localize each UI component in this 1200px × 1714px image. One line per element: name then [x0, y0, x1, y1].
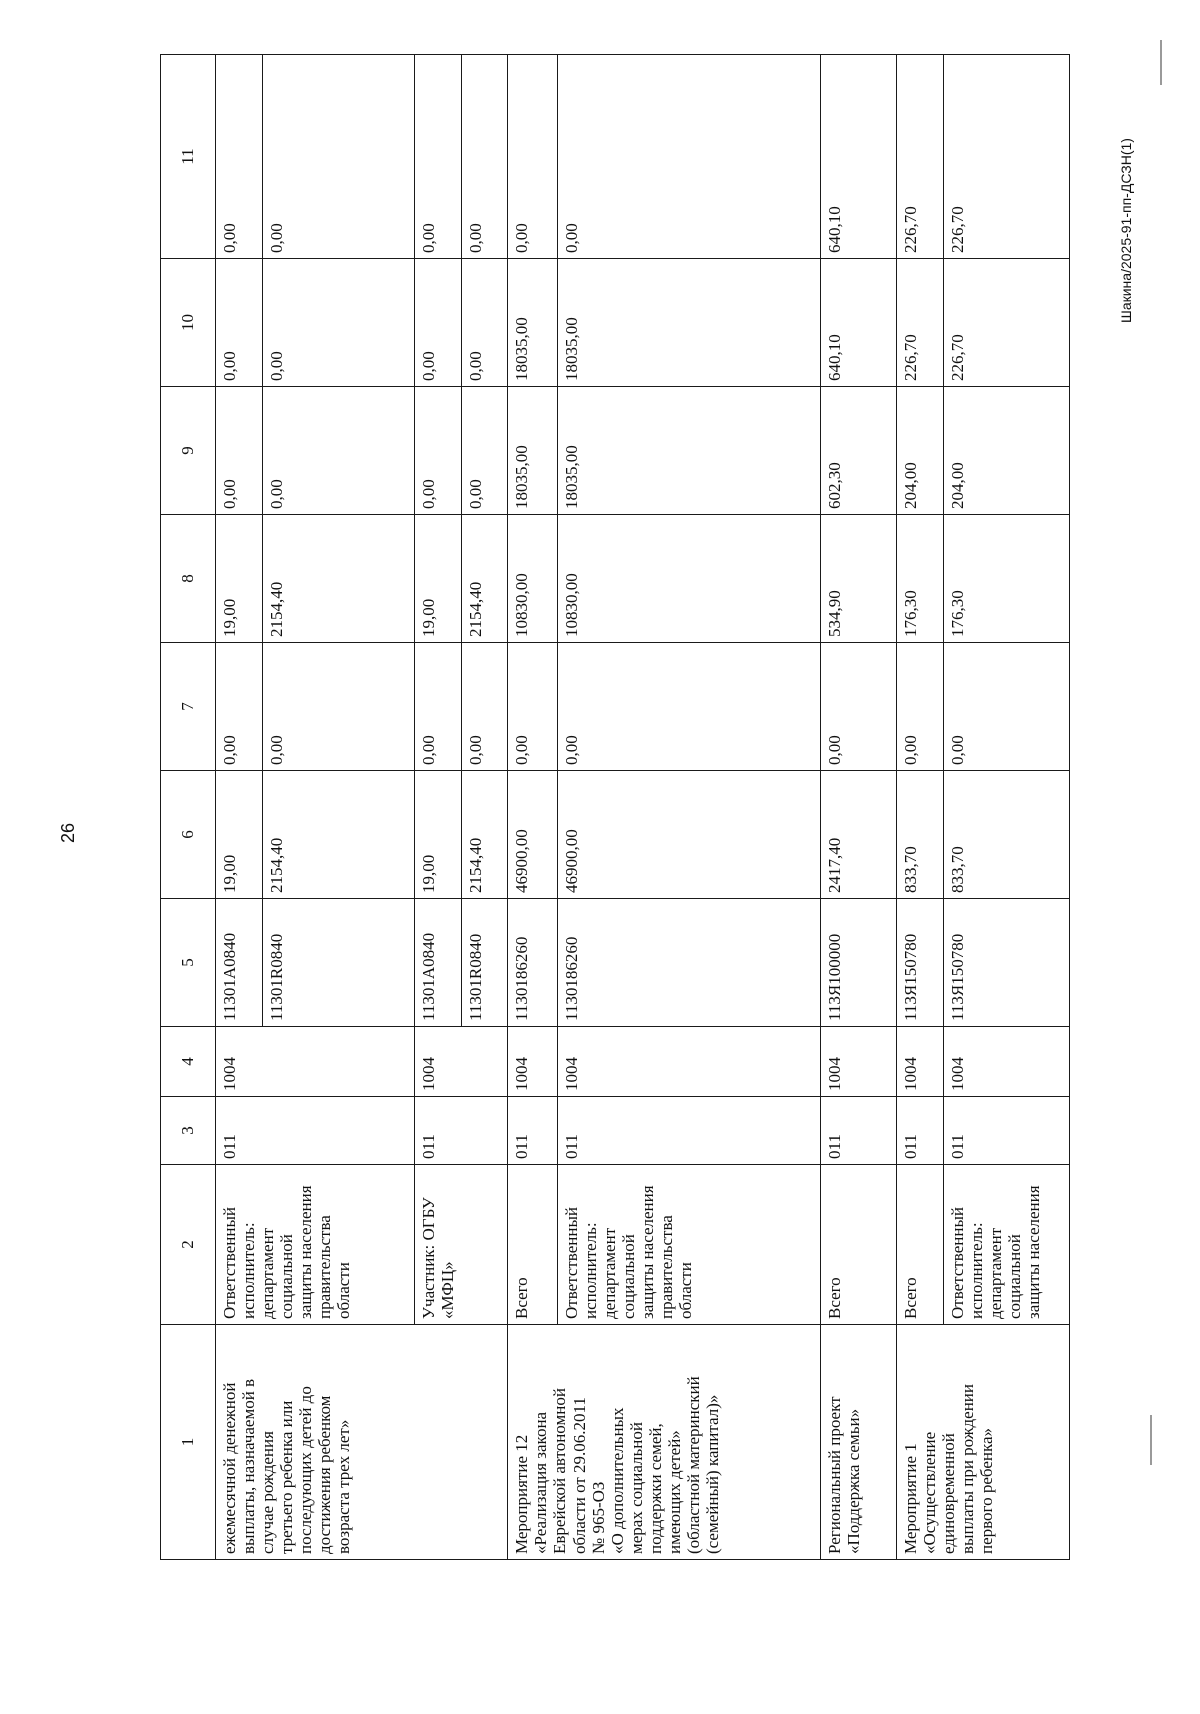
value-cell: 0,00: [461, 55, 508, 259]
target-article-cell: 1130186260: [508, 899, 557, 1027]
executor-cell: Ответственный исполнитель: департамент социальной защиты населения правительства области: [557, 1165, 820, 1325]
col-header-6: 6: [161, 771, 216, 899]
value-cell: 0,00: [508, 643, 557, 771]
value-cell: 0,00: [820, 643, 896, 771]
value-cell: 204,00: [896, 387, 943, 515]
value-cell: 2154,40: [262, 515, 414, 643]
budget-table-wrapper: [160, 55, 1070, 1560]
code-cell: 011: [557, 1097, 820, 1165]
value-cell: 2154,40: [461, 515, 508, 643]
col-header-3: 3: [161, 1097, 216, 1165]
code-cell: 011: [414, 1097, 508, 1165]
value-cell: 18035,00: [557, 259, 820, 387]
value-cell: 18035,00: [508, 259, 557, 387]
value-cell: 19,00: [215, 515, 262, 643]
value-cell: 0,00: [414, 55, 461, 259]
value-cell: 19,00: [414, 771, 461, 899]
table-row: [820, 55, 896, 1560]
value-cell: 10830,00: [557, 515, 820, 643]
code-cell: 011: [215, 1097, 414, 1165]
code-cell: 011: [508, 1097, 557, 1165]
section-cell: 1004: [508, 1027, 557, 1097]
target-article-cell: 113Я150780: [943, 899, 1069, 1027]
value-cell: 0,00: [557, 55, 820, 259]
value-cell: 0,00: [461, 259, 508, 387]
value-cell: 46900,00: [508, 771, 557, 899]
table-row: [215, 55, 262, 1560]
section-cell: 1004: [820, 1027, 896, 1097]
col-header-11: 11: [161, 55, 216, 259]
value-cell: 0,00: [414, 259, 461, 387]
code-cell: 011: [820, 1097, 896, 1165]
target-article-cell: 1130186260: [557, 899, 820, 1027]
value-cell: 0,00: [215, 643, 262, 771]
section-cell: 1004: [215, 1027, 414, 1097]
value-cell: 2154,40: [461, 771, 508, 899]
col-header-10: 10: [161, 259, 216, 387]
section-cell: 1004: [943, 1027, 1069, 1097]
value-cell: 0,00: [557, 643, 820, 771]
col-header-5: 5: [161, 899, 216, 1027]
total-label-cell: Всего: [508, 1165, 557, 1325]
value-cell: 0,00: [262, 643, 414, 771]
value-cell: 0,00: [215, 55, 262, 259]
value-cell: 204,00: [943, 387, 1069, 515]
value-cell: 176,30: [943, 515, 1069, 643]
value-cell: 0,00: [215, 387, 262, 515]
participant-cell: Участник: ОГБУ «МФЦ»: [414, 1165, 508, 1325]
target-article-cell: 11301А0840: [215, 899, 262, 1027]
value-cell: 0,00: [215, 259, 262, 387]
table-row: [508, 55, 557, 1560]
table-row: [896, 55, 943, 1560]
value-cell: 19,00: [215, 771, 262, 899]
section-cell: 1004: [414, 1027, 508, 1097]
col-header-7: 7: [161, 643, 216, 771]
value-cell: 226,70: [943, 259, 1069, 387]
value-cell: 0,00: [461, 387, 508, 515]
value-cell: 226,70: [943, 55, 1069, 259]
value-cell: 0,00: [508, 55, 557, 259]
col-header-9: 9: [161, 387, 216, 515]
value-cell: 602,30: [820, 387, 896, 515]
value-cell: 0,00: [461, 643, 508, 771]
value-cell: 226,70: [896, 55, 943, 259]
column-number-row: [161, 55, 216, 1560]
value-cell: 226,70: [896, 259, 943, 387]
target-article-cell: 11301R0840: [461, 899, 508, 1027]
scan-edge-mark: [1150, 1415, 1152, 1465]
value-cell: 0,00: [414, 387, 461, 515]
section-cell: 1004: [896, 1027, 943, 1097]
value-cell: 833,70: [896, 771, 943, 899]
value-cell: 46900,00: [557, 771, 820, 899]
code-cell: 011: [943, 1097, 1069, 1165]
total-label-cell: Всего: [820, 1165, 896, 1325]
activity-12-cell: Мероприятие 12 «Реализация закона Еврейской автономной области от 29.06.2011 № 965-ОЗ «О дополнительных мерах социальной поддержки семей, имеющих детей» (областной материнский (семейный) капитал)»: [508, 1325, 820, 1560]
col-header-8: 8: [161, 515, 216, 643]
target-article-cell: 113Я150780: [896, 899, 943, 1027]
col-header-4: 4: [161, 1027, 216, 1097]
document-code: Шакина/2025-91-пп-ДСЗН(1): [1118, 138, 1134, 323]
executor-cell: Ответственный исполнитель: департамент социальной защиты населения: [943, 1165, 1069, 1325]
scan-edge-mark: [1160, 40, 1162, 85]
value-cell: 0,00: [896, 643, 943, 771]
target-article-cell: 11301R0840: [262, 899, 414, 1027]
target-article-cell: 113Я100000: [820, 899, 896, 1027]
value-cell: 176,30: [896, 515, 943, 643]
value-cell: 0,00: [943, 643, 1069, 771]
col-header-1: 1: [161, 1325, 216, 1560]
value-cell: 2417,40: [820, 771, 896, 899]
page-number: 26: [58, 822, 78, 843]
value-cell: 18035,00: [508, 387, 557, 515]
target-article-cell: 11301А0840: [414, 899, 461, 1027]
budget-table: [160, 54, 1070, 1560]
value-cell: 0,00: [414, 643, 461, 771]
value-cell: 534,90: [820, 515, 896, 643]
executor-cell: Ответственный исполнитель: департамент социальной защиты населения правительства области: [215, 1165, 414, 1325]
value-cell: 0,00: [262, 259, 414, 387]
regional-project-cell: Региональный проект «Поддержка семьи»: [820, 1325, 896, 1560]
value-cell: 19,00: [414, 515, 461, 643]
value-cell: 2154,40: [262, 771, 414, 899]
value-cell: 0,00: [262, 55, 414, 259]
value-cell: 833,70: [943, 771, 1069, 899]
value-cell: 10830,00: [508, 515, 557, 643]
total-label-cell: Всего: [896, 1165, 943, 1325]
value-cell: 0,00: [262, 387, 414, 515]
code-cell: 011: [896, 1097, 943, 1165]
value-cell: 640,10: [820, 259, 896, 387]
activity-1-cell: Мероприятие 1 «Осуществление единовременной выплаты при рождении первого ребенка»: [896, 1325, 1069, 1560]
value-cell: 18035,00: [557, 387, 820, 515]
program-description-cell: ежемесячной денежной выплаты, назначаемой в случае рождения третьего ребенка или последующих детей до достижения ребенком возраста трех лет»: [215, 1325, 507, 1560]
section-cell: 1004: [557, 1027, 820, 1097]
value-cell: 640,10: [820, 55, 896, 259]
col-header-2: 2: [161, 1165, 216, 1325]
